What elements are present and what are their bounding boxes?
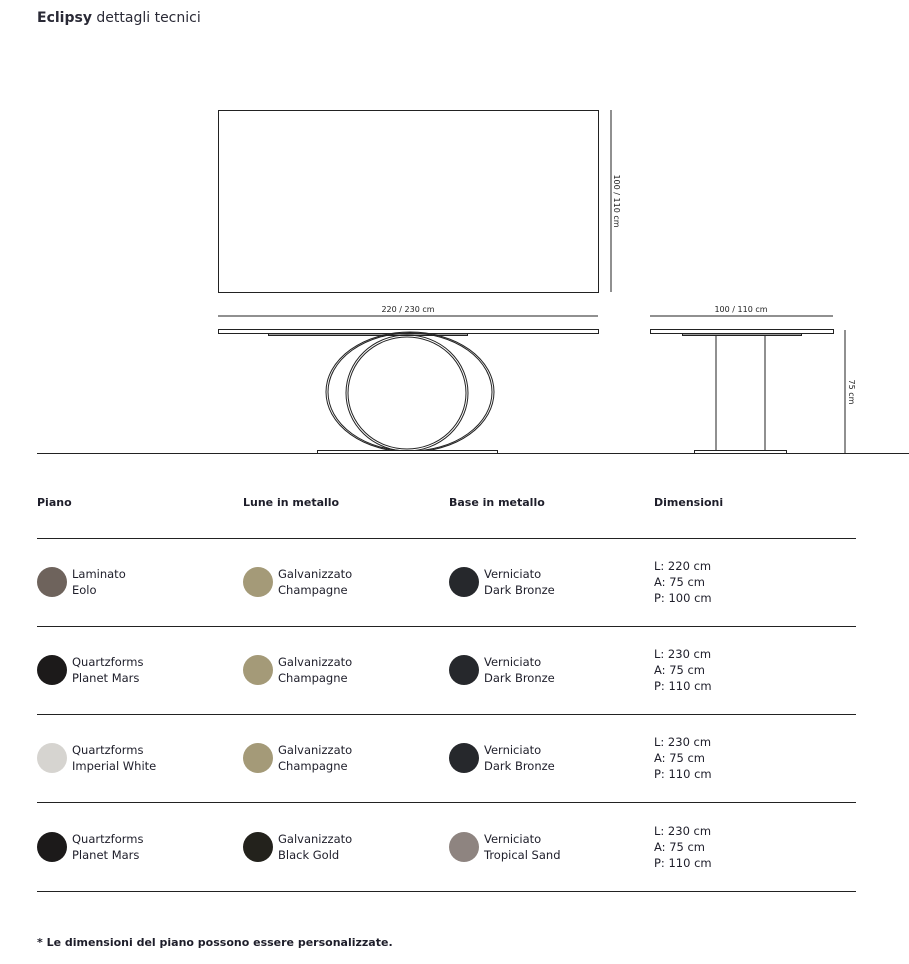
- technical-drawing: [0, 0, 909, 470]
- piano-finish: Laminato Eolo: [37, 566, 126, 598]
- base-finish-swatch: [449, 743, 479, 773]
- lune-finish: Galvanizzato Black Gold: [243, 831, 352, 863]
- piano-finish: Quartzforms Planet Mars: [37, 654, 143, 686]
- dimensions: L: 230 cm A: 75 cm P: 110 cm: [654, 735, 712, 781]
- lune-finish-swatch: [243, 567, 273, 597]
- side-tabletop: [651, 330, 834, 334]
- base-finish: Verniciato Dark Bronze: [449, 742, 555, 774]
- base-finish: Verniciato Dark Bronze: [449, 654, 555, 686]
- side-width-label: 100 / 110 cm: [714, 305, 768, 314]
- lune-finish: Galvanizzato Champagne: [243, 742, 352, 774]
- piano-finish: Quartzforms Planet Mars: [37, 831, 143, 863]
- divider: [37, 538, 856, 539]
- piano-finish: Quartzforms Imperial White: [37, 742, 156, 774]
- header-base: Base in metallo: [449, 496, 545, 509]
- page-title: Eclipsy dettagli tecnici: [37, 10, 201, 26]
- piano-finish-swatch: [37, 832, 67, 862]
- piano-finish-swatch: [37, 655, 67, 685]
- footnote: * Le dimensioni del piano possono essere personalizzate.: [37, 936, 393, 949]
- base-finish: Verniciato Dark Bronze: [449, 566, 555, 598]
- base-finish-swatch: [449, 567, 479, 597]
- divider: [37, 891, 856, 892]
- piano-finish-swatch: [37, 743, 67, 773]
- header-lune: Lune in metallo: [243, 496, 340, 509]
- lune-finish: Galvanizzato Champagne: [243, 654, 352, 686]
- base-finish-swatch: [449, 655, 479, 685]
- dimensions: L: 220 cm A: 75 cm P: 100 cm: [654, 559, 712, 605]
- side-underplate: [683, 334, 802, 336]
- top-view-outline: [219, 111, 599, 293]
- base-finish-swatch: [449, 832, 479, 862]
- side-base: [695, 451, 787, 454]
- piano-finish-swatch: [37, 567, 67, 597]
- lune-finish-swatch: [243, 743, 273, 773]
- base-finish: Verniciato Tropical Sand: [449, 831, 561, 863]
- header-piano: Piano: [37, 496, 72, 509]
- divider: [37, 714, 856, 715]
- width-label: 220 / 230 cm: [381, 305, 435, 314]
- divider: [37, 626, 856, 627]
- outer-moon: [326, 332, 494, 452]
- divider: [37, 802, 856, 803]
- header-dimensioni: Dimensioni: [654, 496, 724, 509]
- lune-finish-swatch: [243, 832, 273, 862]
- inner-moon: [346, 335, 468, 451]
- height-label: 75 cm: [847, 379, 856, 405]
- lune-finish: Galvanizzato Champagne: [243, 566, 352, 598]
- dimensions: L: 230 cm A: 75 cm P: 110 cm: [654, 824, 712, 870]
- depth-label: 100 / 110 cm: [612, 174, 621, 228]
- dimensions: L: 230 cm A: 75 cm P: 110 cm: [654, 647, 712, 693]
- lune-finish-swatch: [243, 655, 273, 685]
